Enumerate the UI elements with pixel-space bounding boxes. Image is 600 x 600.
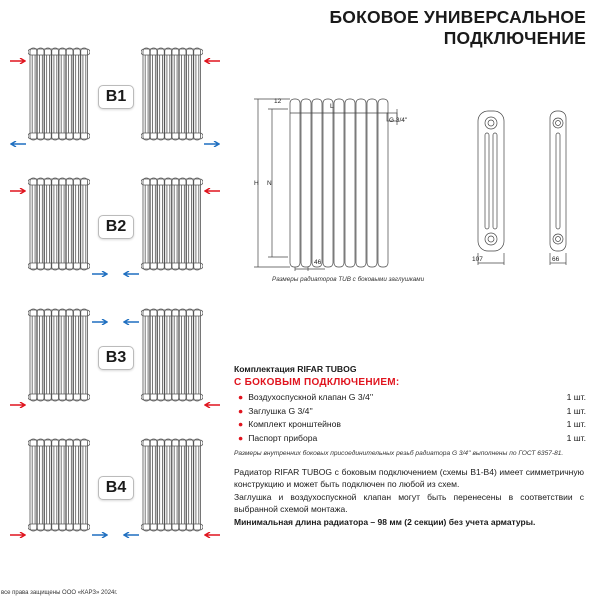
bullet-icon: ● bbox=[238, 432, 244, 443]
dim-46: 46 bbox=[314, 259, 322, 266]
page-title bbox=[329, 7, 586, 49]
return-arrow-icon bbox=[92, 525, 108, 531]
radiator-section bbox=[301, 99, 311, 267]
radiator-section bbox=[312, 99, 322, 267]
kit-item-qty: 1 шт. bbox=[566, 419, 586, 429]
kit-item bbox=[234, 433, 586, 447]
supply-arrow-icon bbox=[10, 181, 26, 187]
radiator-icon bbox=[141, 177, 203, 276]
supply-arrow-icon bbox=[10, 51, 26, 57]
radiator-section bbox=[334, 99, 344, 267]
kit-item-name: Заглушка G 3/4'' bbox=[248, 405, 313, 416]
scheme-label: B3 bbox=[98, 346, 134, 370]
kit-item-name: Паспорт прибора bbox=[248, 432, 318, 443]
kit-item-qty: 1 шт. bbox=[566, 405, 586, 416]
description-p1: Радиатор RIFAR TUBOG с боковым подключением (схемы В1-В4) имеет симметричную конструкцию и может быть подключен по любой из схем. bbox=[234, 467, 584, 490]
radiator-icon bbox=[28, 177, 90, 276]
radiator-dimension-drawing bbox=[250, 95, 590, 275]
radiator-icon bbox=[141, 47, 203, 146]
kit-item-name: Комплект кронштейнов bbox=[248, 419, 341, 429]
radiator-section bbox=[323, 99, 333, 267]
dim-107: 107 bbox=[472, 256, 483, 263]
bullet-icon: ● bbox=[238, 392, 244, 402]
dim-h: H bbox=[254, 180, 259, 187]
return-arrow-icon bbox=[123, 312, 139, 318]
supply-arrow-icon bbox=[204, 181, 220, 187]
description-p3: Минимальная длина радиатора – 98 мм (2 секции) без учета арматуры. bbox=[234, 516, 536, 527]
title-line-1: БОКОВОЕ УНИВЕРСАЛЬНОЕ bbox=[329, 7, 586, 27]
radiator-icon bbox=[141, 438, 203, 537]
drawing-caption: Размеры радиаторов TUB с боковыми заглушками bbox=[272, 276, 425, 283]
radiator-section bbox=[290, 99, 300, 267]
return-arrow-icon bbox=[123, 264, 139, 270]
kit-item bbox=[234, 419, 586, 433]
bullet-icon: ● bbox=[238, 419, 244, 429]
supply-arrow-icon bbox=[10, 395, 26, 401]
title-line-2: ПОДКЛЮЧЕНИЕ bbox=[443, 28, 586, 48]
dim-n: N bbox=[267, 180, 272, 187]
kit-item-qty: 1 шт. bbox=[566, 432, 586, 443]
scheme-label: B1 bbox=[98, 85, 134, 109]
dim-66: 66 bbox=[552, 256, 560, 263]
radiator-section bbox=[367, 99, 377, 267]
supply-arrow-icon bbox=[204, 395, 220, 401]
kit-item bbox=[234, 392, 586, 406]
radiator-section bbox=[356, 99, 366, 267]
return-arrow-icon bbox=[204, 134, 220, 140]
kit-item-qty: 1 шт. bbox=[566, 392, 586, 402]
radiator-icon bbox=[28, 308, 90, 407]
return-arrow-icon bbox=[123, 525, 139, 531]
dim-12: 12 bbox=[274, 98, 282, 105]
radiator-section bbox=[345, 99, 355, 267]
return-arrow-icon bbox=[92, 264, 108, 270]
radiator-icon bbox=[28, 47, 90, 146]
return-arrow-icon bbox=[10, 134, 26, 140]
radiator-icon bbox=[28, 438, 90, 537]
scheme-label: B4 bbox=[98, 476, 134, 500]
description-p2: Заглушка и воздухоспускной клапан могут быть перенесены в соответствии с выбранной схемой монтажа. bbox=[234, 491, 584, 515]
kit-heading: Комплектация RIFAR TUBOG bbox=[234, 364, 357, 374]
footer-copyright: все права защищены ООО «КАРЗ» 2024г. bbox=[1, 590, 118, 596]
kit-section bbox=[234, 364, 586, 457]
supply-arrow-icon bbox=[204, 525, 220, 531]
return-arrow-icon bbox=[92, 312, 108, 318]
scheme-label: B2 bbox=[98, 215, 134, 239]
dim-l: L bbox=[330, 103, 334, 110]
kit-item-name: Воздухоспускной клапан G 3/4'' bbox=[248, 392, 374, 402]
thread-label: G 3/4'' bbox=[389, 117, 408, 124]
radiator-section bbox=[378, 99, 388, 267]
kit-note: Размеры внутренних боковых присоединительных резьб радиатора G 3/4'' выполнены по ГОСТ 6357-81. bbox=[234, 450, 564, 457]
kit-item bbox=[234, 406, 586, 420]
kit-subheading: С БОКОВЫМ ПОДКЛЮЧЕНИЕМ: bbox=[234, 377, 400, 388]
description bbox=[234, 466, 584, 528]
bullet-icon: ● bbox=[238, 405, 244, 416]
supply-arrow-icon bbox=[10, 525, 26, 531]
supply-arrow-icon bbox=[204, 51, 220, 57]
radiator-icon bbox=[141, 308, 203, 407]
